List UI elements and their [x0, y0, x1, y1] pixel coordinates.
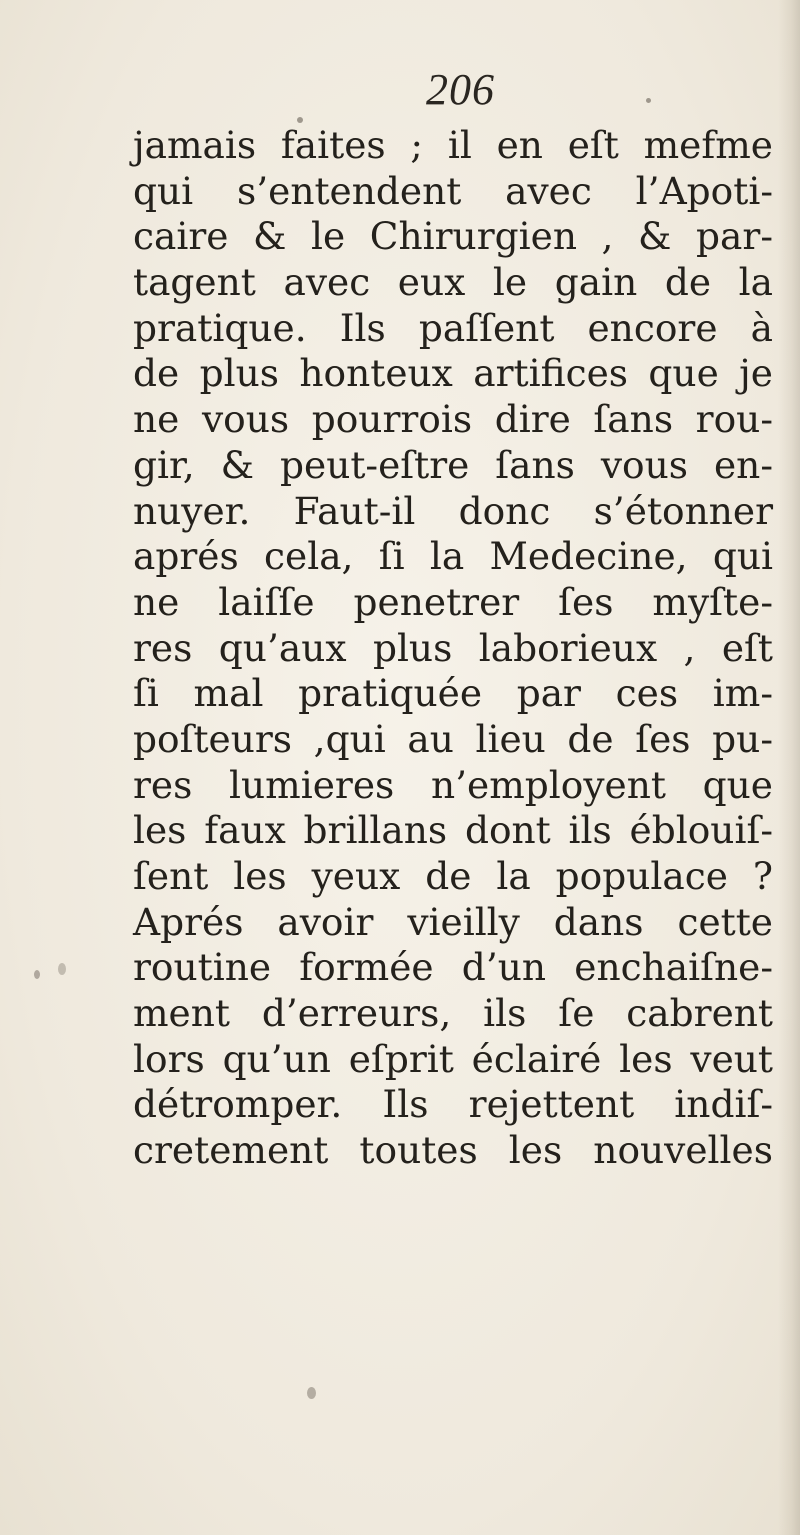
text-line: détromper. Ils rejettent indiſ-	[133, 1082, 773, 1127]
ink-speck	[58, 963, 66, 975]
text-line: pratique. Ils paſſent encore à	[133, 305, 773, 350]
text-line: res qu’aux plus laborieux , eſt	[133, 625, 773, 670]
text-line: ment d’erreurs, ils ſe cabrent	[133, 991, 773, 1036]
text-line: ne laiſſe penetrer ſes myſte-	[133, 579, 773, 624]
text-line: jamais faites ; il en eſt mefme	[133, 123, 773, 167]
text-line: les faux brillans dont ils éblouiſ-	[133, 808, 773, 853]
text-line: ne vous pourrois dire ſans rou-	[133, 397, 773, 442]
text-line: aprés cela, ſi la Medecine, qui	[133, 534, 773, 579]
text-line: Aprés avoir vieilly dans cette	[133, 899, 773, 944]
page-number: 206	[426, 65, 495, 114]
page-edge-shadow	[778, 0, 800, 1535]
text-line: nuyer. Faut-il donc s’étonner	[133, 488, 773, 533]
ink-speck	[646, 98, 651, 103]
body-text	[133, 123, 773, 1174]
text-line: res lumieres n’employent que	[133, 762, 773, 807]
text-line: tagent avec eux le gain de la	[133, 260, 773, 305]
text-line: routine formée d’un enchaiſne-	[133, 945, 773, 990]
text-line: qui s’entendent avec l’Apoti-	[133, 168, 773, 213]
text-line: de plus honteux artifices que je	[133, 351, 773, 396]
text-line: poſteurs ,qui au lieu de ſes pu-	[133, 716, 773, 761]
ink-speck	[307, 1387, 316, 1399]
text-line: caire & le Chirurgien , & par-	[133, 214, 773, 259]
text-line: cretement toutes les nouvelles	[133, 1128, 773, 1173]
text-line: ſi mal pratiquée par ces im-	[133, 671, 773, 716]
text-line: ſent les yeux de la populace ?	[133, 854, 773, 898]
text-line: lors qu’un eſprit éclairé les veut	[133, 1036, 773, 1081]
ink-speck	[34, 970, 40, 979]
text-line: gir, & peut-eſtre ſans vous en-	[133, 442, 773, 487]
